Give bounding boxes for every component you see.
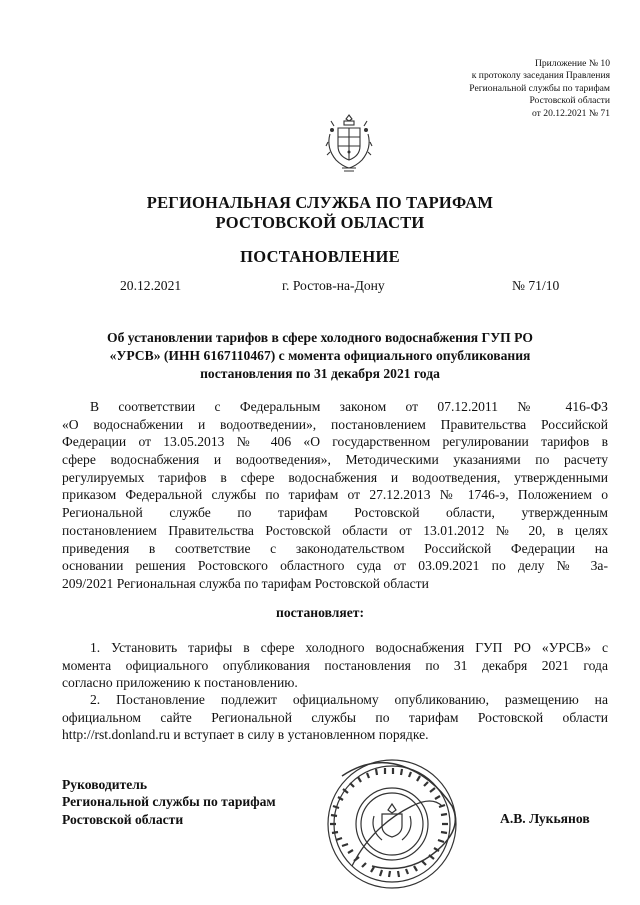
document-number: № 71/10 [512,278,560,293]
document-type-heading: ПОСТАНОВЛЕНИЕ [240,247,400,266]
decree-word: постановляет: [276,605,364,620]
official-seal-icon [312,746,472,896]
item-line: http://rst.donland.ru и вступает в силу в установленном порядке. [62,727,429,743]
preamble-line: приведения в соответствие с законодательством Российской Федерации на [62,540,608,556]
preamble-line: В соответствии с Федеральным законом от 07.12.2011 № 416-ФЗ [90,399,608,414]
signatory-title-line: Ростовской области [62,811,184,827]
signatory-name: А.В. Лукьянов [500,811,590,826]
annex-line: Ростовской области [529,95,610,107]
subject-line: «УРСВ» (ИНН 6167110467) с момента официального опубликования [109,348,531,363]
item-line: 2. Постановление подлежит официальному опубликованию, размещению на [90,692,608,707]
preamble-line: приказом Федеральной службы по тарифам от 27.12.2013 № 1746-э, Положением о [62,487,608,503]
preamble-line: 209/2021 Региональная служба по тарифам Ростовской области [62,575,429,591]
signatory-title-line: Руководитель [62,777,148,792]
item-1-paragraph [62,639,608,692]
signatory-title [62,776,276,828]
subject-line: Об установлении тарифов в сфере холодного водоснабжения ГУП РО [107,330,533,345]
item-line: согласно приложению к постановлению. [62,675,298,691]
subject-line: постановления по 31 декабря 2021 года [200,366,440,381]
preamble-line: регулируемых тарифов в сфере водоснабжения и водоотведения, утвержденными [62,469,608,485]
preamble-line: Федерации от 13.05.2013 № 406 «О государственном регулировании тарифов в [62,434,608,450]
annex-line: от 20.12.2021 № 71 [532,107,610,119]
annex-note [370,58,610,120]
organization-name-line-1: РЕГИОНАЛЬНАЯ СЛУЖБА ПО ТАРИФАМ [146,193,494,212]
item-2-paragraph [62,691,608,744]
item-line: официальном сайте Региональной службы по тарифам Ростовской области [62,709,608,725]
document-subject [70,329,570,383]
item-line: момента официального опубликования постановления по 31 декабря 2021 года [62,657,608,673]
coat-of-arms-icon [324,112,374,174]
document-place: г. Ростов-на-Дону [282,278,385,293]
preamble-line: «О водоснабжении и водоотведении», постановлением Правительства Российской [62,416,608,432]
item-line: 1. Установить тарифы в сфере холодного водоснабжения ГУП РО «УРСВ» с [90,640,608,655]
organization-name-line-2: РОСТОВСКОЙ ОБЛАСТИ [215,213,425,232]
annex-line: Приложение № 10 [534,58,610,69]
document-date: 20.12.2021 [120,278,182,293]
preamble-line: сфере водоснабжения и водоотведения», Методическими указаниями по расчету [62,452,608,468]
preamble-paragraph [62,398,608,593]
preamble-line: основании решения Ростовского областного суда от 03.09.2021 по делу № 3а- [62,558,608,574]
annex-line: Региональной службы по тарифам [469,82,610,94]
preamble-line: Региональной службе по тарифам Ростовской области, утвержденным [62,505,608,521]
annex-line: к протоколу заседания Правления [471,70,610,82]
signatory-title-line: Региональной службы по тарифам [62,794,276,810]
preamble-line: постановлением Правительства Ростовской области от 13.01.2012 № 20, в целях [62,522,608,538]
